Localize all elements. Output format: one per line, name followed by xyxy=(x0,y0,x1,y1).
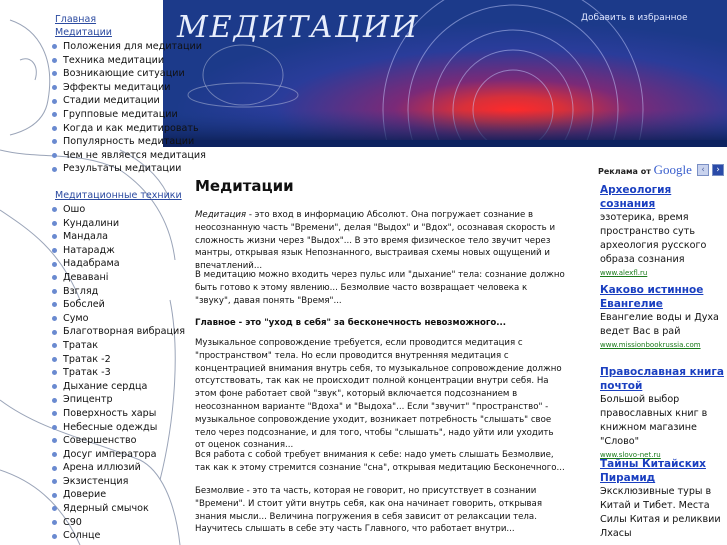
bullet-icon xyxy=(52,112,57,117)
bullet-icon xyxy=(52,44,57,49)
sidebar-technique-item[interactable] xyxy=(52,488,185,502)
sidebar-technique-item-label: Тратак -3 xyxy=(63,367,111,379)
header-banner xyxy=(163,0,727,147)
bullet-icon xyxy=(52,411,57,416)
ad-title-link[interactable]: Каково истинное Евангелие xyxy=(600,284,704,310)
sidebar-technique-item-label: Арена иллюзий xyxy=(63,462,141,474)
bullet-icon xyxy=(52,479,57,484)
bullet-icon xyxy=(52,221,57,226)
bullet-icon xyxy=(52,330,57,335)
bullet-icon xyxy=(52,370,57,375)
bullet-icon xyxy=(52,289,57,294)
ad-title-link[interactable]: Православная книга почтой xyxy=(600,366,724,392)
sidebar-topic-item-label: Групповые медитации xyxy=(63,108,178,120)
ads-header xyxy=(598,162,692,178)
page-title: Медитации xyxy=(195,177,294,195)
sidebar-technique-item[interactable] xyxy=(52,325,185,339)
bullet-icon xyxy=(52,316,57,321)
ad-item xyxy=(600,365,724,461)
ad-text: Евангелие воды и Духа ведет Вас в рай xyxy=(600,312,719,337)
sidebar-technique-item[interactable] xyxy=(52,516,185,530)
nav-techniques-heading[interactable]: Медитационные техники xyxy=(55,190,182,201)
add-to-favorites-link[interactable]: Добавить в избранное xyxy=(581,13,688,23)
sidebar-technique-item[interactable] xyxy=(52,461,185,475)
sidebar-topic-item[interactable] xyxy=(52,108,206,122)
sidebar-technique-item-label: Эпицентр xyxy=(63,394,113,406)
paragraph-6: Безмолвие - это та часть, которая не говорит, но присутствует в сознании "Времени". И стоит уйти внутрь себя, как она начинает говорить, открывая знания мысли... Величина погружения в себя зависит от релаксации тела. Научитесь слышать в себе эту часть Главного, что работает внутри... xyxy=(195,486,542,535)
sidebar-technique-item-label: Ядерный смычок xyxy=(63,503,149,515)
ad-item xyxy=(600,283,724,351)
sidebar-topic-item-label: Положения для медитации xyxy=(63,41,203,52)
bullet-icon xyxy=(52,398,57,403)
ad-text: эзотерика, время пространство суть археология русского образа сознания xyxy=(600,212,707,265)
site-logo[interactable]: МЕДИТАЦИИ xyxy=(177,10,420,45)
sidebar-technique-item-label: Кундалини xyxy=(63,217,120,229)
bullet-icon xyxy=(52,275,57,280)
meditation-topics-list xyxy=(52,40,206,176)
ad-text: Большой выбор православных книг в книжном магазине "Слово" xyxy=(600,394,708,447)
bullet-icon xyxy=(52,534,57,539)
sidebar-technique-item-label: Благотворная вибрация xyxy=(63,326,185,338)
sidebar-technique-item-label: Натарадж xyxy=(63,244,115,256)
sidebar-topic-item[interactable] xyxy=(52,122,206,136)
sidebar-technique-item[interactable] xyxy=(52,298,185,312)
sidebar-topic-item[interactable] xyxy=(52,67,206,81)
sidebar-technique-item-label: Бобслей xyxy=(63,299,105,311)
sidebar-topic-item[interactable] xyxy=(52,135,206,149)
sidebar-technique-item-label: Доверие xyxy=(63,489,107,501)
nav-meditations-link[interactable]: Медитации xyxy=(55,27,112,38)
bullet-icon xyxy=(52,153,57,158)
bullet-icon xyxy=(52,343,57,348)
sidebar-topic-item-label: Результаты медитации xyxy=(63,163,182,175)
ad-text: Эксклюзивные туры в Китай и Тибет. Места Силы Китая и реликвии Лхасы xyxy=(600,486,721,539)
bullet-icon xyxy=(52,99,57,104)
sidebar-topic-item[interactable] xyxy=(52,81,206,95)
sidebar-technique-item[interactable] xyxy=(52,230,185,244)
sidebar-technique-item[interactable] xyxy=(52,203,185,217)
bullet-icon xyxy=(52,126,57,131)
sidebar-technique-item-label: Небесные одежды xyxy=(63,421,158,433)
sidebar-technique-item[interactable] xyxy=(52,271,185,285)
sidebar-technique-item-label: Мандала xyxy=(63,231,108,243)
ad-url-link[interactable]: www.missionbookrussia.com xyxy=(600,341,701,349)
sidebar-technique-item[interactable] xyxy=(52,380,185,394)
sidebar-technique-item-label: Досуг императора xyxy=(63,448,157,460)
bullet-icon xyxy=(52,85,57,90)
sidebar-topic-item-label: Эффекты медитации xyxy=(63,81,171,93)
sidebar-topic-item[interactable] xyxy=(52,54,206,68)
ad-url-link[interactable]: www.slovo-net.ru xyxy=(600,451,661,459)
sidebar-technique-item[interactable] xyxy=(52,407,185,421)
sidebar-technique-item-label: Взгляд xyxy=(63,285,99,297)
sidebar-topic-item[interactable] xyxy=(52,162,206,176)
sidebar-technique-item-label: Надабрама xyxy=(63,258,120,270)
sidebar-topic-item[interactable] xyxy=(52,40,206,54)
sidebar-technique-item[interactable] xyxy=(52,434,185,448)
ad-url-link[interactable]: www.alexfl.ru xyxy=(600,269,648,277)
sidebar-technique-item[interactable] xyxy=(52,421,185,435)
bullet-icon xyxy=(52,167,57,172)
sidebar-topic-item-label: Когда и как медитировать xyxy=(63,122,199,134)
sidebar-technique-item-label: Экзистенция xyxy=(63,475,129,487)
sidebar-topic-item-label: Техника медитации xyxy=(63,54,165,66)
bullet-icon xyxy=(52,139,57,144)
sidebar-technique-item-label: Ошо xyxy=(63,204,86,215)
sidebar-technique-item-label: Тратак -2 xyxy=(63,353,111,365)
main-content xyxy=(195,147,592,545)
ads-prev-arrow-icon[interactable]: ‹ xyxy=(697,164,709,176)
bullet-icon xyxy=(52,302,57,307)
sidebar-topic-item[interactable] xyxy=(52,94,206,108)
sidebar-technique-item[interactable] xyxy=(52,502,185,516)
sidebar-technique-item-label: Солнце xyxy=(63,530,101,542)
sidebar-topic-item-label: Возникающие ситуации xyxy=(63,68,185,80)
sidebar-technique-item[interactable] xyxy=(52,285,185,299)
ad-item xyxy=(600,183,724,279)
ad-title-link[interactable]: Тайны Китайских Пирамид xyxy=(600,458,706,484)
meditation-techniques-list xyxy=(52,203,185,543)
nav-home-link[interactable]: Главная xyxy=(55,14,97,25)
sidebar-technique-item[interactable] xyxy=(52,339,185,353)
sidebar-technique-item-label: Поверхность хары xyxy=(63,407,157,419)
bullet-icon xyxy=(52,452,57,457)
sidebar-topic-item-label: Стадии медитации xyxy=(63,95,160,107)
ads-header-prefix: Реклама от xyxy=(598,167,651,176)
sidebar-technique-item-label: С90 xyxy=(63,516,82,528)
bullet-icon xyxy=(52,466,57,471)
bullet-icon xyxy=(52,493,57,498)
sidebar-technique-item[interactable] xyxy=(52,393,185,407)
paragraph-1 xyxy=(195,209,565,273)
google-logo[interactable]: Google xyxy=(653,162,692,177)
ad-title-link[interactable]: Археология сознания xyxy=(600,184,672,210)
sidebar-technique-item-label: Совершенство xyxy=(63,435,137,447)
sidebar-technique-item-label: Дыхание сердца xyxy=(63,380,148,392)
sidebar-topic-item[interactable] xyxy=(52,149,206,163)
sidebar-technique-item-label: Сумо xyxy=(63,312,89,324)
paragraph-1-text: - это вход в информацию Абсолют. Она погружает сознание в неосознанную часть "Времени", делая "Выдох" и "Вдох", осознавая скорость и сложность жизни через "Выдох"... В это время физическое тело звучит через мантры, открывая язык Непознанного, выстраивая схемы новых ощущений и впечатлений... xyxy=(195,210,556,272)
bullet-icon xyxy=(52,58,57,63)
bullet-icon xyxy=(52,207,57,212)
sidebar-technique-item[interactable] xyxy=(52,366,185,380)
ad-item xyxy=(600,457,724,541)
sidebar-technique-item[interactable] xyxy=(52,353,185,367)
bullet-icon xyxy=(52,384,57,389)
sidebar-technique-item[interactable] xyxy=(52,217,185,231)
sidebar-technique-item[interactable] xyxy=(52,448,185,462)
bullet-icon xyxy=(52,506,57,511)
sidebar-technique-item[interactable] xyxy=(52,529,185,543)
sidebar-topic-item-label: Популярность медитации xyxy=(63,136,195,148)
bullet-icon xyxy=(52,262,57,267)
bullet-icon xyxy=(52,520,57,525)
sidebar-technique-item[interactable] xyxy=(52,475,185,489)
bullet-icon xyxy=(52,71,57,76)
ads-column xyxy=(596,147,727,545)
bullet-icon xyxy=(52,438,57,443)
paragraph-4: Музыкальное сопровождение требуется, если проводится медитация с "пространством" тела. Но если проводится внутренняя медитация с концентрацией внимания внутрь себя, то музыкальное сопровождение должно отсутствовать, так как не происходит полной концентрации внутри себя. На этом фоне работает свой "звук", который включается подсознанием в неосознанном варианте "Вдоха" и "Выдоха"... Если "звучит" "пространство" - музыкальное сопровождение уходит, возникает потребность "слышать" свое тело через подсознание, и для того, чтобы "слышать", надо уйти или уходить от оценок сознания... xyxy=(195,338,562,451)
sidebar-technique-item[interactable] xyxy=(52,312,185,326)
bullet-icon xyxy=(52,425,57,430)
paragraph-3-highlight: Главное - это "уход в себя" за бесконечность невозможного... xyxy=(195,318,507,328)
paragraph-1-lead: Медитация xyxy=(195,210,247,220)
sidebar-technique-item-label: Тратак xyxy=(63,339,99,351)
paragraph-2: В медитацию можно входить через пульс или "дыхание" тела: сознание должно быть готово к этому явлению... Безмолвие часто возвращает человека к "звуку", давая понять "Время"... xyxy=(195,270,565,306)
bullet-icon xyxy=(52,357,57,362)
bullet-icon xyxy=(52,234,57,239)
left-sidebar xyxy=(0,0,206,545)
sidebar-topic-item-label: Чем не является медитация xyxy=(63,149,206,161)
sidebar-technique-item[interactable] xyxy=(52,257,185,271)
sidebar-technique-item[interactable] xyxy=(52,244,185,258)
sidebar-technique-item-label: Деваванi xyxy=(63,271,109,283)
paragraph-5: Вся работа с собой требует внимания к себе: надо уметь слышать Безмолвие, так как к этому стремится сознание "сна", открывая медитацию Бесконечного... xyxy=(195,450,565,473)
ads-next-arrow-icon[interactable]: › xyxy=(712,164,724,176)
bullet-icon xyxy=(52,248,57,253)
